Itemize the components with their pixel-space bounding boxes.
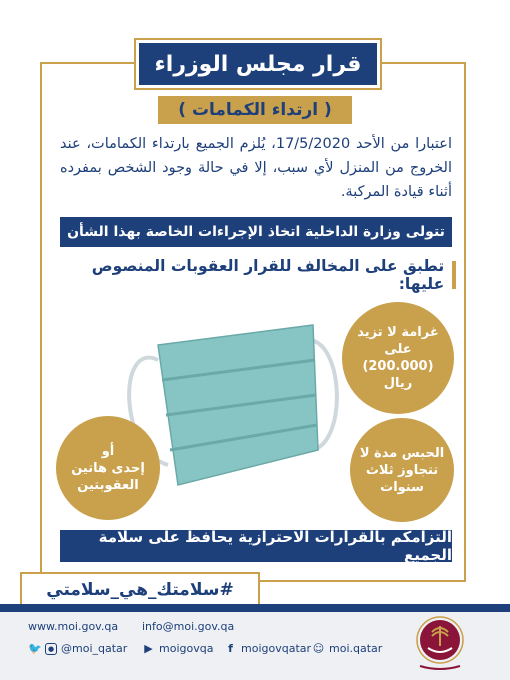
youtube-icon: ▶ [144,642,153,655]
title-banner [136,40,380,88]
snapchat-text: moi.qatar [329,642,383,655]
either-penalty-circle [56,416,160,520]
twitter-instagram-text: @moi_qatar [61,642,128,655]
youtube-text: moigovqa [159,642,214,655]
twitter-instagram-link[interactable] [28,642,127,655]
facebook-link[interactable] [224,642,311,655]
penalty-heading-text: تطبق على المخالف للقرار العقوبات المنصوص عليها: [91,257,445,293]
logo-lettering [420,666,460,669]
page-title: قرار مجلس الوزراء [154,51,362,77]
snapchat-icon: ☺ [312,642,325,655]
website-link[interactable] [28,620,118,633]
hashtag-text: #سلامتك_هي_سلامتي [46,580,234,600]
safety-banner [60,530,452,562]
youtube-link[interactable] [142,642,213,655]
page-subtitle: ( ارتداء الكمامات ) [178,100,332,120]
decision-text: اعتبارا من الأحد 17/5/2020، يُلزم الجميع بارتداء الكمامات، عند الخروج من المنزل لأي سبب، إلا في حالة وجود الشخص بمفرده أثناء قيادة المركبة. [60,136,452,200]
email-text: info@moi.gov.qa [142,620,235,633]
facebook-text: moigovqatar [241,642,312,655]
hashtag-box [20,572,260,608]
fine-penalty-circle [342,302,454,414]
either-penalty-text: أو إحدى هاتين العقوبتين [71,443,145,493]
instagram-icon: ● [45,643,57,655]
ministry-banner [60,217,452,247]
email-link[interactable] [142,620,234,633]
moi-qatar-logo [410,610,470,674]
ministry-banner-text: تتولى وزارة الداخلية اتخاذ الإجراءات الخاصة بهذا الشأن [67,224,445,240]
fine-penalty-text: غرامة لا تزيد على (200.000) ريال [357,325,439,391]
website-text: www.moi.gov.qa [28,620,119,633]
penalty-heading [60,257,456,293]
facebook-icon: f [228,642,233,655]
subtitle-banner [158,96,352,124]
prison-penalty-text: الحبس مدة لا تتجاوز ثلاث سنوات [359,445,445,495]
heading-accent-bar [452,261,456,289]
prison-penalty-circle [350,418,454,522]
snapchat-link[interactable] [312,642,382,655]
safety-banner-text: التزامكم بالقرارات الاحترازية يحافظ على سلامة الجميع [98,528,452,564]
twitter-icon: 🐦 [28,642,42,655]
